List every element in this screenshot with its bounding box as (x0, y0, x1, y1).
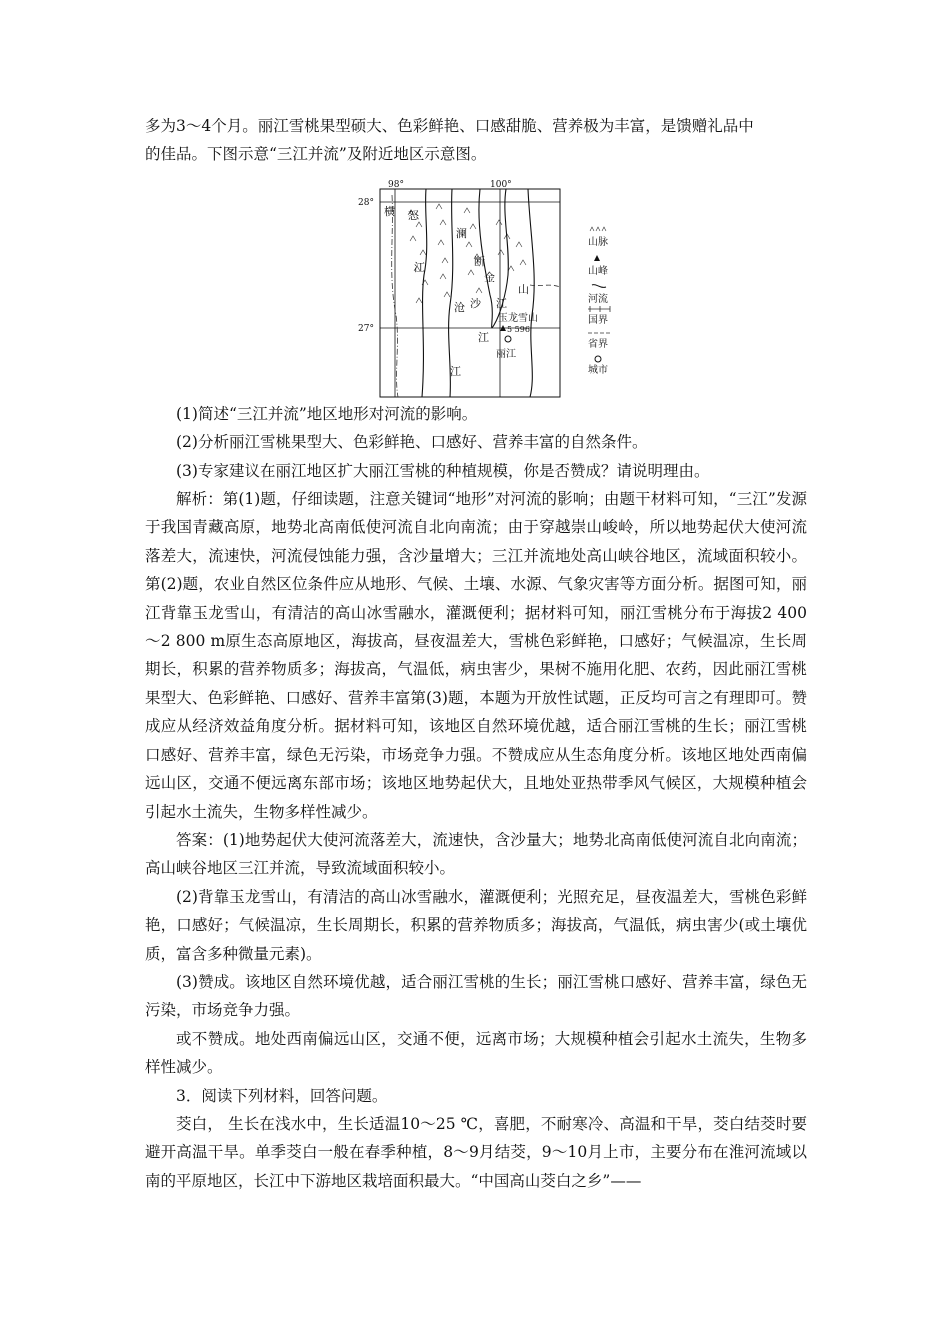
label-elevation: 5 596 (507, 324, 530, 334)
city-icon (505, 336, 511, 342)
label-lijiang: 丽江 (496, 348, 516, 360)
label-jiang-4: 江 (450, 364, 461, 378)
legend-city: 城市 (588, 364, 608, 376)
answer-1: 答案：(1)地势起伏大使河流落差大，流速快，含沙量大；地势北高南低使河流自北向南流；高山峡谷地区三江并流，导致流域面积较小。 (145, 830, 807, 878)
label-nu: 怒 (408, 208, 419, 222)
legend-border-icon (588, 306, 610, 312)
three-rivers-map (358, 175, 620, 400)
label-lan: 澜 (456, 226, 467, 240)
label-heng: 横 (384, 204, 395, 218)
question-3-title: 3．阅读下列材料，回答问题。 (176, 1086, 388, 1105)
legend-river-icon (592, 284, 606, 287)
legend-city-icon (595, 356, 601, 362)
document-page (145, 112, 807, 1195)
map-frame (380, 189, 560, 397)
lat-28-label: 28° (358, 197, 374, 208)
intro-line-2: 的佳品。下图示意“三江并流”及附近地区示意图。 (145, 145, 487, 164)
intro-line-1: 多为3～4个月。丽江雪桃果型硕大、色彩鲜艳、口感甜脆、营养极为丰富，是馈赠礼品中 (145, 117, 754, 135)
lat-27-label: 27° (358, 323, 374, 334)
analysis-text: 解析：第(1)题，仔细读题，注意关键词“地形”对河流的影响；由题干材料可知，“三江”发源于我国青藏高原，地势北高南低使河流自北向南流；由于穿越崇山峻岭，所以地势起伏大使河流落差大，流速快，河流侵蚀能力强，含沙量增大；三江并流地处高山峡谷地区，流域面积较小。第(2)题，农业自然区位条件应从地形、气候、土壤、水源、气象灾害等方面分析。据图可知，丽江背靠玉龙雪山，有清洁的高山冰雪融水，灌溉便利；据材料可知，丽江雪桃分布于海拔2 400～2 800 m原生态高原地区，海拔高，昼夜温差大，雪桃色彩鲜艳，口感好；气候温凉，生长周期长，积累的营养物质多；海拔高，气温低，病虫害少，果树不施用化肥、农药，因此丽江雪桃果型大、色彩鲜艳、口感好、营养丰富第(3)题，本题为开放性试题，正反均可言之有理即可。赞成应从经济效益角度分析。据材料可知，该地区自然环境优越，适合丽江雪桃的生长；丽江雪桃口感好、营养丰富，绿色无污染，市场竞争力强。不赞成应从生态角度分析。该地区地处西南偏远山区，交通不便远离东部市场；该地区地势起伏大，且地处亚热带季风气候区，大规模种植会引起水土流失，生物多样性减少。 (145, 490, 807, 821)
question-1: (1)简述“三江并流”地区地形对河流的影响。 (176, 404, 478, 423)
map-legend (588, 227, 610, 376)
legend-mountain: 山脉 (588, 236, 608, 248)
label-duan: 断 (474, 254, 485, 268)
lon-100-label: 100° (490, 179, 512, 190)
nujiang-river (422, 189, 427, 397)
question-3-material: 茭白， 生长在浅水中，生长适温10～25 ℃，喜肥，不耐寒冷、高温和干旱，茭白结茭时要避开高温干旱。单季茭白一般在春季种植，8～9月结茭，9～10月上市，主要分布在淮河流域以南的平原地区，长江中下游地区栽培面积最大。“中国高山茭白之乡”—— (145, 1114, 807, 1190)
answer-2: (2)背靠玉龙雪山，有清洁的高山冰雪融水，灌溉便利；光照充足，昼夜温差大，雪桃色彩鲜艳，口感好；气候温凉，生长周期长，积累的营养物质多；海拔高，气温低，病虫害少(或土壤优质，富含多种微量元素)。 (145, 887, 807, 963)
label-yulong-mountain: 玉龙雪山 (498, 312, 538, 324)
legend-peak-icon (594, 255, 600, 261)
answer-3-alt: 或不赞成。地处西南偏远山区，交通不便，远离市场；大规模种植会引起水土流失，生物多样性减少。 (145, 1029, 807, 1077)
label-shan: 山 (518, 282, 529, 296)
label-cang: 沧 (454, 300, 465, 314)
label-sha: 沙 (470, 296, 481, 310)
legend-border: 国界 (588, 314, 608, 326)
legend-river: 河流 (588, 293, 608, 305)
legend-province: 省界 (588, 338, 608, 350)
label-jin: 金 (484, 270, 495, 284)
legend-mountain-icon (590, 227, 606, 231)
answer-3: (3)赞成。该地区自然环境优越，适合丽江雪桃的生长；丽江雪桃口感好、营养丰富，绿色无污染，市场竞争力强。 (145, 972, 807, 1020)
label-jiang-2: 江 (496, 296, 507, 310)
lon-98-label: 98° (388, 179, 404, 190)
label-jiang-1: 江 (414, 260, 425, 274)
question-2: (2)分析丽江雪桃果型大、色彩鲜艳、口感好、营养丰富的自然条件。 (176, 433, 648, 452)
question-3: (3)专家建议在丽江地区扩大丽江雪桃的种植规模，你是否赞成？请说明理由。 (176, 461, 710, 480)
label-jiang-3: 江 (478, 330, 489, 344)
legend-peak: 山峰 (588, 265, 608, 277)
